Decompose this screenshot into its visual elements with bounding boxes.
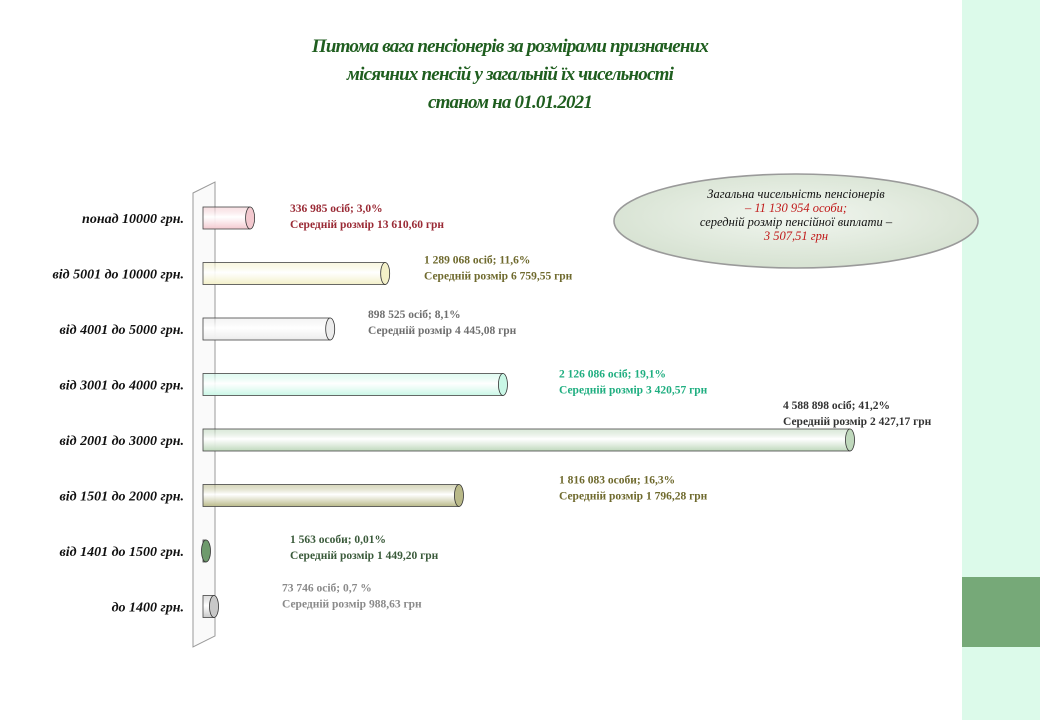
bar-cap [454,485,463,507]
data-label-count: 898 525 осіб; 8,1% [368,309,461,321]
data-label-count: 1 289 068 осіб; 11,6% [424,254,531,267]
bar-cap [209,596,218,618]
chart-title-line1: Питома вага пенсіонерів за розмірами призначених [311,36,709,57]
data-label-count: 4 588 898 осіб; 41,2% [783,400,891,412]
category-label: від 4001 до 5000 грн. [59,323,184,338]
data-label-count: 336 985 осіб; 3,0% [290,203,383,215]
data-label-average: Середній розмір 3 420,57 грн [559,384,708,397]
bar [203,374,503,396]
bar [203,485,459,507]
category-label: понад 10000 грн. [82,212,184,227]
bar [203,318,330,340]
data-label-count: 1 816 083 особи; 16,3% [559,474,676,487]
bar-cap [326,318,335,340]
side-block [962,577,1040,647]
summary-line3: середній розмір пенсійної виплати – [699,215,893,229]
data-label-average: Середній розмір 1 796,28 грн [559,490,708,503]
data-label-average: Середній розмір 13 610,60 грн [290,219,445,231]
data-label-average: Середній розмір 1 449,20 грн [290,550,439,562]
chart-title-line2: місячних пенсій у загальній їх чисельності [346,64,674,85]
bar-cap [246,207,255,229]
data-label-average: Середній розмір 4 445,08 грн [368,325,517,337]
data-label-count: 2 126 086 осіб; 19,1% [559,368,667,381]
summary-average: 3 507,51 грн [763,229,829,243]
bar [203,429,850,451]
data-label-average: Середній розмір 2 427,17 грн [783,416,932,428]
category-label: до 1400 грн. [111,600,184,616]
axis-wall [193,182,215,647]
bar [203,207,250,229]
category-label: від 2001 до 3000 грн. [59,434,184,449]
data-label-average: Середній розмір 6 759,55 грн [424,270,573,283]
summary-line1: Загальна чисельність пенсіонерів [707,187,885,201]
bar-cap [498,374,507,396]
data-label-count: 1 563 особи; 0,01% [290,534,387,546]
category-label: від 5001 до 10000 грн. [52,267,184,283]
category-label: від 1501 до 2000 грн. [59,489,184,505]
bar-cap [846,429,855,451]
chart-title-line3: станом на 01.01.2021 [427,92,593,113]
category-label: від 1401 до 1500 грн. [59,545,184,560]
data-label-count: 73 746 осіб; 0,7 % [282,582,372,595]
data-label-average: Середній розмір 988,63 грн [282,598,422,611]
category-label: від 3001 до 4000 грн. [59,378,184,394]
summary-total: – 11 130 954 особи; [744,201,848,215]
bar-cap [381,263,390,285]
summary-text [612,187,980,243]
bar-cap [202,540,211,562]
bar [203,263,385,285]
summary-ellipse [612,172,980,270]
